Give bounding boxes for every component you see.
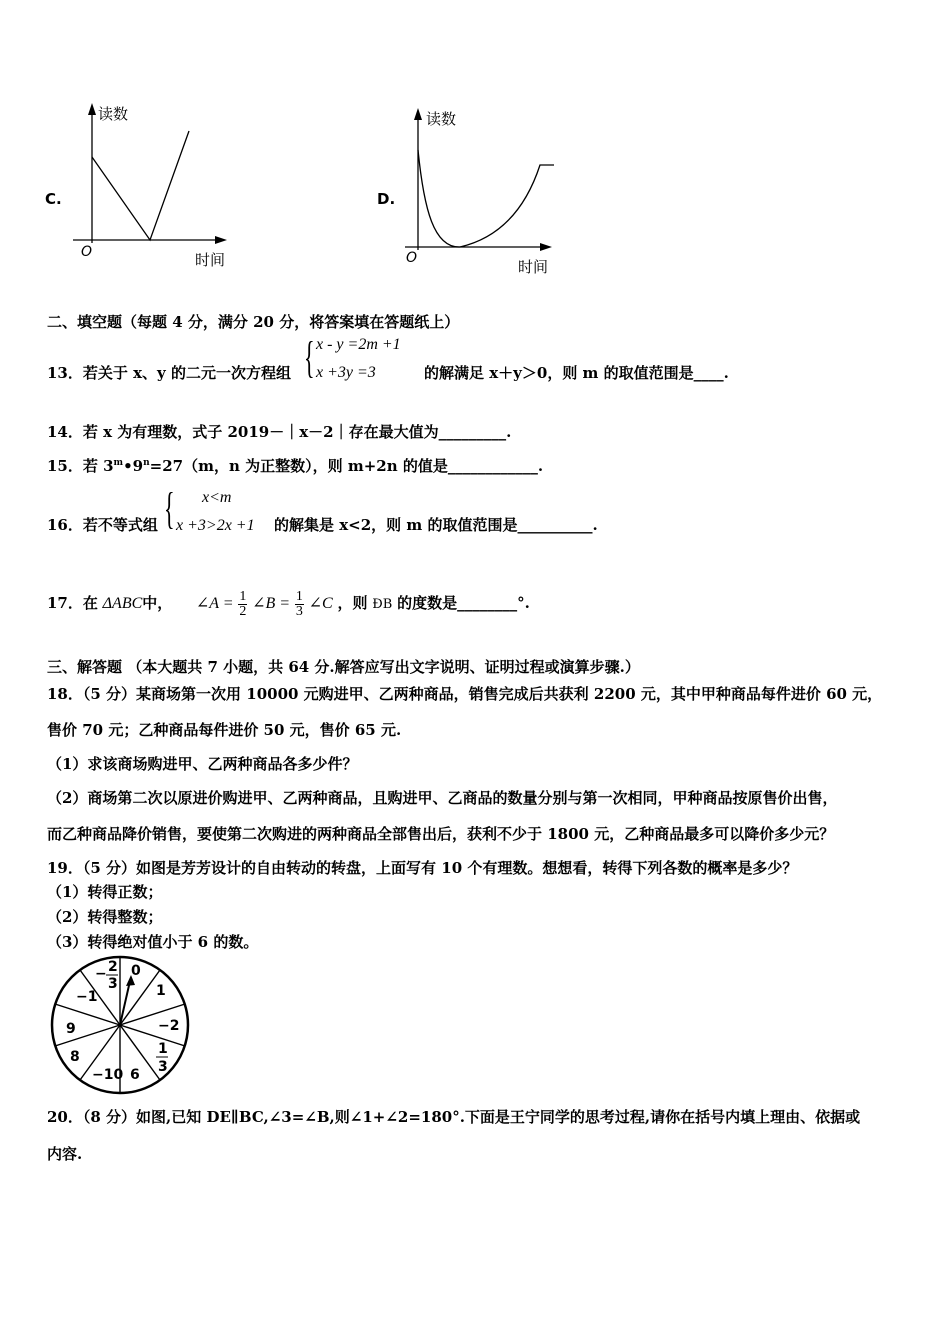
- q15-part-b: •9: [123, 457, 144, 475]
- graph-d-curve: [418, 150, 554, 247]
- q18-line1: 18．（5 分）某商场第一次用 10000 元购进甲、乙两种商品，销售完成后共获利 2200 元，其中甲种商品每件进价 60 元，: [47, 685, 883, 703]
- graph-c: [40, 95, 255, 275]
- q16-brace: {: [164, 484, 175, 533]
- q13-prefix: 13．若关于 x、y 的二元一次方程组: [47, 364, 291, 382]
- q17-prefix: 17．在: [47, 594, 98, 612]
- q17-third-num: 1: [295, 588, 303, 604]
- section-2-heading: 二、填空题（每题 4 分，满分 20 分，将答案填在答题纸上）: [47, 313, 460, 331]
- q18-line2: 售价 70 元；乙种商品每件进价 50 元，售价 65 元.: [47, 721, 402, 739]
- q17-frac-third: [295, 590, 304, 619]
- spinner-value-neg2: −2: [158, 1018, 180, 1034]
- q15-part-c: =27（m，n 为正整数），则 m+2n 的值是____________.: [149, 457, 544, 475]
- graph-c-y-arrow: [88, 103, 96, 115]
- graph-d-x-label: 时间: [518, 258, 549, 276]
- graph-d-x-arrow: [540, 243, 552, 251]
- q15-part-a: 15．若 3: [47, 457, 114, 475]
- spinner-value-third-num: 1: [158, 1041, 168, 1057]
- spinner-value-8: 8: [70, 1049, 80, 1065]
- spinner-wheel: [48, 955, 193, 1097]
- q15-text: [47, 455, 543, 476]
- q17-db: ÐB: [372, 597, 393, 612]
- spinner-value-neg1: −1: [76, 989, 98, 1005]
- q13-suffix: 的解满足 x＋y＞0，则 m 的取值范围是____.: [424, 364, 729, 382]
- q13-brace: {: [304, 333, 315, 382]
- graph-c-origin: O: [81, 244, 93, 260]
- q20-line2: 内容.: [47, 1145, 83, 1163]
- q17-line: [47, 583, 530, 625]
- q17-third-den: 3: [295, 603, 303, 619]
- graph-c-x-label: 时间: [195, 251, 226, 269]
- spinner-value-two-thirds-den: 3: [108, 976, 118, 992]
- q17-frac-half: [238, 590, 247, 619]
- q16-ineq2: x +3>2x +1: [176, 517, 255, 534]
- q15-sup-n: n: [143, 458, 150, 468]
- graph-c-curve: [92, 131, 189, 240]
- graph-d-y-label: 读数: [426, 110, 457, 128]
- graph-c-x-arrow: [215, 236, 227, 244]
- spinner-value-two-thirds-num: 2: [108, 959, 118, 975]
- spinner-value-neg10: −10: [92, 1067, 124, 1083]
- q18-part2b: 而乙种商品降价销售，要使第二次购进的两种商品全部售出后，获利不少于 1800 元，乙种商品最多可以降价多少元？: [47, 825, 835, 843]
- spinner-value-9: 9: [66, 1021, 76, 1037]
- q16-prefix: 16．若不等式组: [47, 516, 158, 534]
- graph-d-y-arrow: [414, 108, 422, 120]
- q16-suffix: 的解集是 x<2，则 m 的取值范围是__________.: [274, 516, 598, 534]
- q19-part2: （2）转得整数；: [47, 908, 163, 926]
- spinner-value-1: 1: [156, 983, 166, 999]
- graph-d-origin: O: [406, 250, 418, 266]
- q17-half-num: 1: [239, 588, 247, 604]
- q17-angle-c: ∠C: [308, 595, 333, 612]
- spinner-value-6: 6: [130, 1067, 140, 1083]
- graph-c-y-label: 读数: [98, 105, 129, 123]
- q20-line1: 20．（8 分）如图,已知 DE∥BC,∠3=∠B,则∠1+∠2=180°.下面是王宁同学的思考过程,请你在括号内填上理由、依据或: [47, 1108, 861, 1126]
- q17-triangle: ΔABC: [102, 595, 143, 612]
- q17-zhong: 中，: [142, 594, 173, 612]
- q16-ineq1: x<m: [202, 489, 232, 506]
- q18-part2a: （2）商场第二次以原进价购进甲、乙两种商品，且购进甲、乙商品的数量分别与第一次相同，甲种商品按原售价出售，: [47, 789, 838, 807]
- q16-system: [164, 484, 274, 539]
- graph-d: [372, 100, 572, 280]
- q17-suffix: 的度数是________°.: [397, 594, 530, 612]
- q19-part3: （3）转得绝对值小于 6 的数。: [47, 933, 259, 951]
- spinner-value-0: 0: [131, 963, 141, 979]
- q15-sup-m: m: [113, 458, 124, 468]
- q17-angle-a: ∠A =: [195, 595, 234, 612]
- spinner-value-third-den: 3: [158, 1059, 168, 1075]
- q17-half-den: 2: [239, 603, 247, 619]
- q18-part1: （1）求该商场购进甲、乙两种商品各多少件？: [47, 755, 358, 773]
- section-3-heading: 三、解答题 （本大题共 7 小题，共 64 分.解答应写出文字说明、证明过程或演算步骤.）: [47, 658, 640, 676]
- q19-part1: （1）转得正数；: [47, 883, 163, 901]
- spinner-value-neg-two-thirds-sign: −: [95, 966, 107, 982]
- q13-eq1: x - y =2m +1: [316, 336, 401, 353]
- q14-text: 14．若 x 为有理数，式子 2019－｜x－2｜存在最大值为_________.: [47, 423, 512, 441]
- q17-comma: ，则: [337, 594, 368, 612]
- graph-c-label: C.: [45, 190, 62, 208]
- graph-d-label: D.: [377, 190, 396, 208]
- q13-system: [304, 333, 424, 386]
- q19-line1: 19．（5 分）如图是芳芳设计的自由转动的转盘，上面写有 10 个有理数。想想看，转得下列各数的概率是多少？: [47, 859, 798, 877]
- q17-angle-b: ∠B =: [252, 595, 291, 612]
- q13-eq2: x +3y =3: [316, 364, 376, 381]
